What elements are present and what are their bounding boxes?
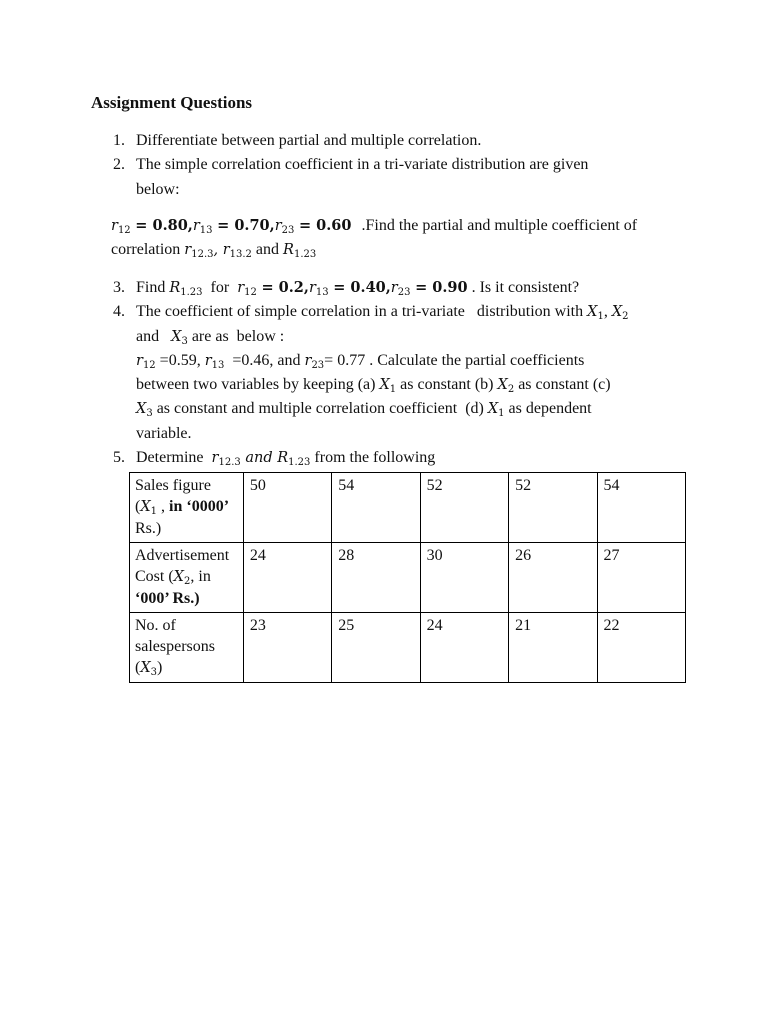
- row-label-salespersons: No. of salespersons $(X_3)$: [130, 613, 244, 683]
- question-3-values: $r_{12} = 0.2,r_{13} = 0.40,r_{23} = 0.90$: [237, 279, 468, 298]
- question-2-multiple-symbol: $R_{1.23}$: [283, 242, 317, 260]
- question-4-line-3: $r_{12} =0.59$, $r_{13} =0.46$, and $r_{23}= 0.77$ . Calculate the partial coefficients: [136, 352, 585, 371]
- table-cell: 52: [509, 473, 597, 543]
- question-2-given-values: [111, 217, 637, 235]
- question-2-find-line-2: [111, 241, 316, 259]
- row-label-sales: Sales figure ($X_1$ , in ‘0000’ Rs.): [130, 473, 244, 543]
- table-cell: 30: [420, 543, 508, 613]
- question-2-and-word: and: [255, 241, 280, 258]
- question-3-r123-symbol: $R_{1.23}$: [169, 280, 203, 298]
- data-table: [129, 472, 686, 683]
- table-row: [130, 613, 686, 683]
- page-title: Assignment Questions: [91, 93, 253, 112]
- question-3-find-word: Find: [136, 279, 166, 296]
- table-cell: 21: [509, 613, 597, 683]
- question-5-text: [136, 449, 435, 467]
- question-2-find-text: .Find the partial and multiple coefficient of: [361, 217, 638, 234]
- table-cell: 54: [597, 473, 685, 543]
- question-4-number: 4.: [113, 303, 125, 320]
- table-cell: 24: [243, 543, 331, 613]
- question-1-number: 1.: [113, 132, 125, 149]
- question-4-line-1: The coefficient of simple correlation in a tri-variate distribution with $X_1$, $X_2$: [136, 303, 629, 322]
- given-r12: $r_{12} = 0.80,r_{13} = 0.70,r_{23} = 0.60$: [111, 217, 352, 236]
- question-2-line-2: below:: [136, 181, 180, 198]
- table-cell: 28: [332, 543, 420, 613]
- table-cell: 52: [420, 473, 508, 543]
- question-5-symbols: $r_{12.3}$ and $R_{1.23}$: [211, 450, 311, 468]
- question-4-line-5: $X_3$ as constant and multiple correlation coefficient (d) $X_1$ as dependent: [136, 400, 592, 419]
- table-cell: 24: [420, 613, 508, 683]
- question-1-text: Differentiate between partial and multiple correlation.: [136, 132, 482, 149]
- question-4-line-4: between two variables by keeping (a) $X_1$ as constant (b) $X_2$ as constant (c): [136, 376, 611, 395]
- question-3-consistent: . Is it consistent?: [471, 279, 580, 296]
- question-3-text: [136, 279, 579, 297]
- table-row: [130, 543, 686, 613]
- question-4-line-2: and $X_3$ are as below :: [136, 328, 285, 347]
- table-cell: 54: [332, 473, 420, 543]
- table-cell: 50: [243, 473, 331, 543]
- question-3-number: 3.: [113, 279, 125, 296]
- question-2-correlation-word: correlation: [111, 241, 181, 258]
- question-5-from-following: from the following: [314, 449, 436, 466]
- question-2-partial-symbols: $r_{12.3}$, $r_{13.2}$: [184, 242, 252, 260]
- table-cell: 22: [597, 613, 685, 683]
- question-2-line-1: The simple correlation coefficient in a tri-variate distribution are given: [136, 156, 589, 173]
- table-cell: 27: [597, 543, 685, 613]
- table-row: [130, 473, 686, 543]
- question-3-for-word: for: [210, 279, 230, 296]
- row-label-advertisement: Advertisement Cost ($X_2$, in ‘000’ Rs.): [130, 543, 244, 613]
- table-cell: 25: [332, 613, 420, 683]
- question-5-determine-word: Determine: [136, 449, 204, 466]
- table-cell: 23: [243, 613, 331, 683]
- table-cell: 26: [509, 543, 597, 613]
- question-5-number: 5.: [113, 449, 125, 466]
- question-2-number: 2.: [113, 156, 125, 173]
- question-4-line-6: variable.: [136, 425, 192, 442]
